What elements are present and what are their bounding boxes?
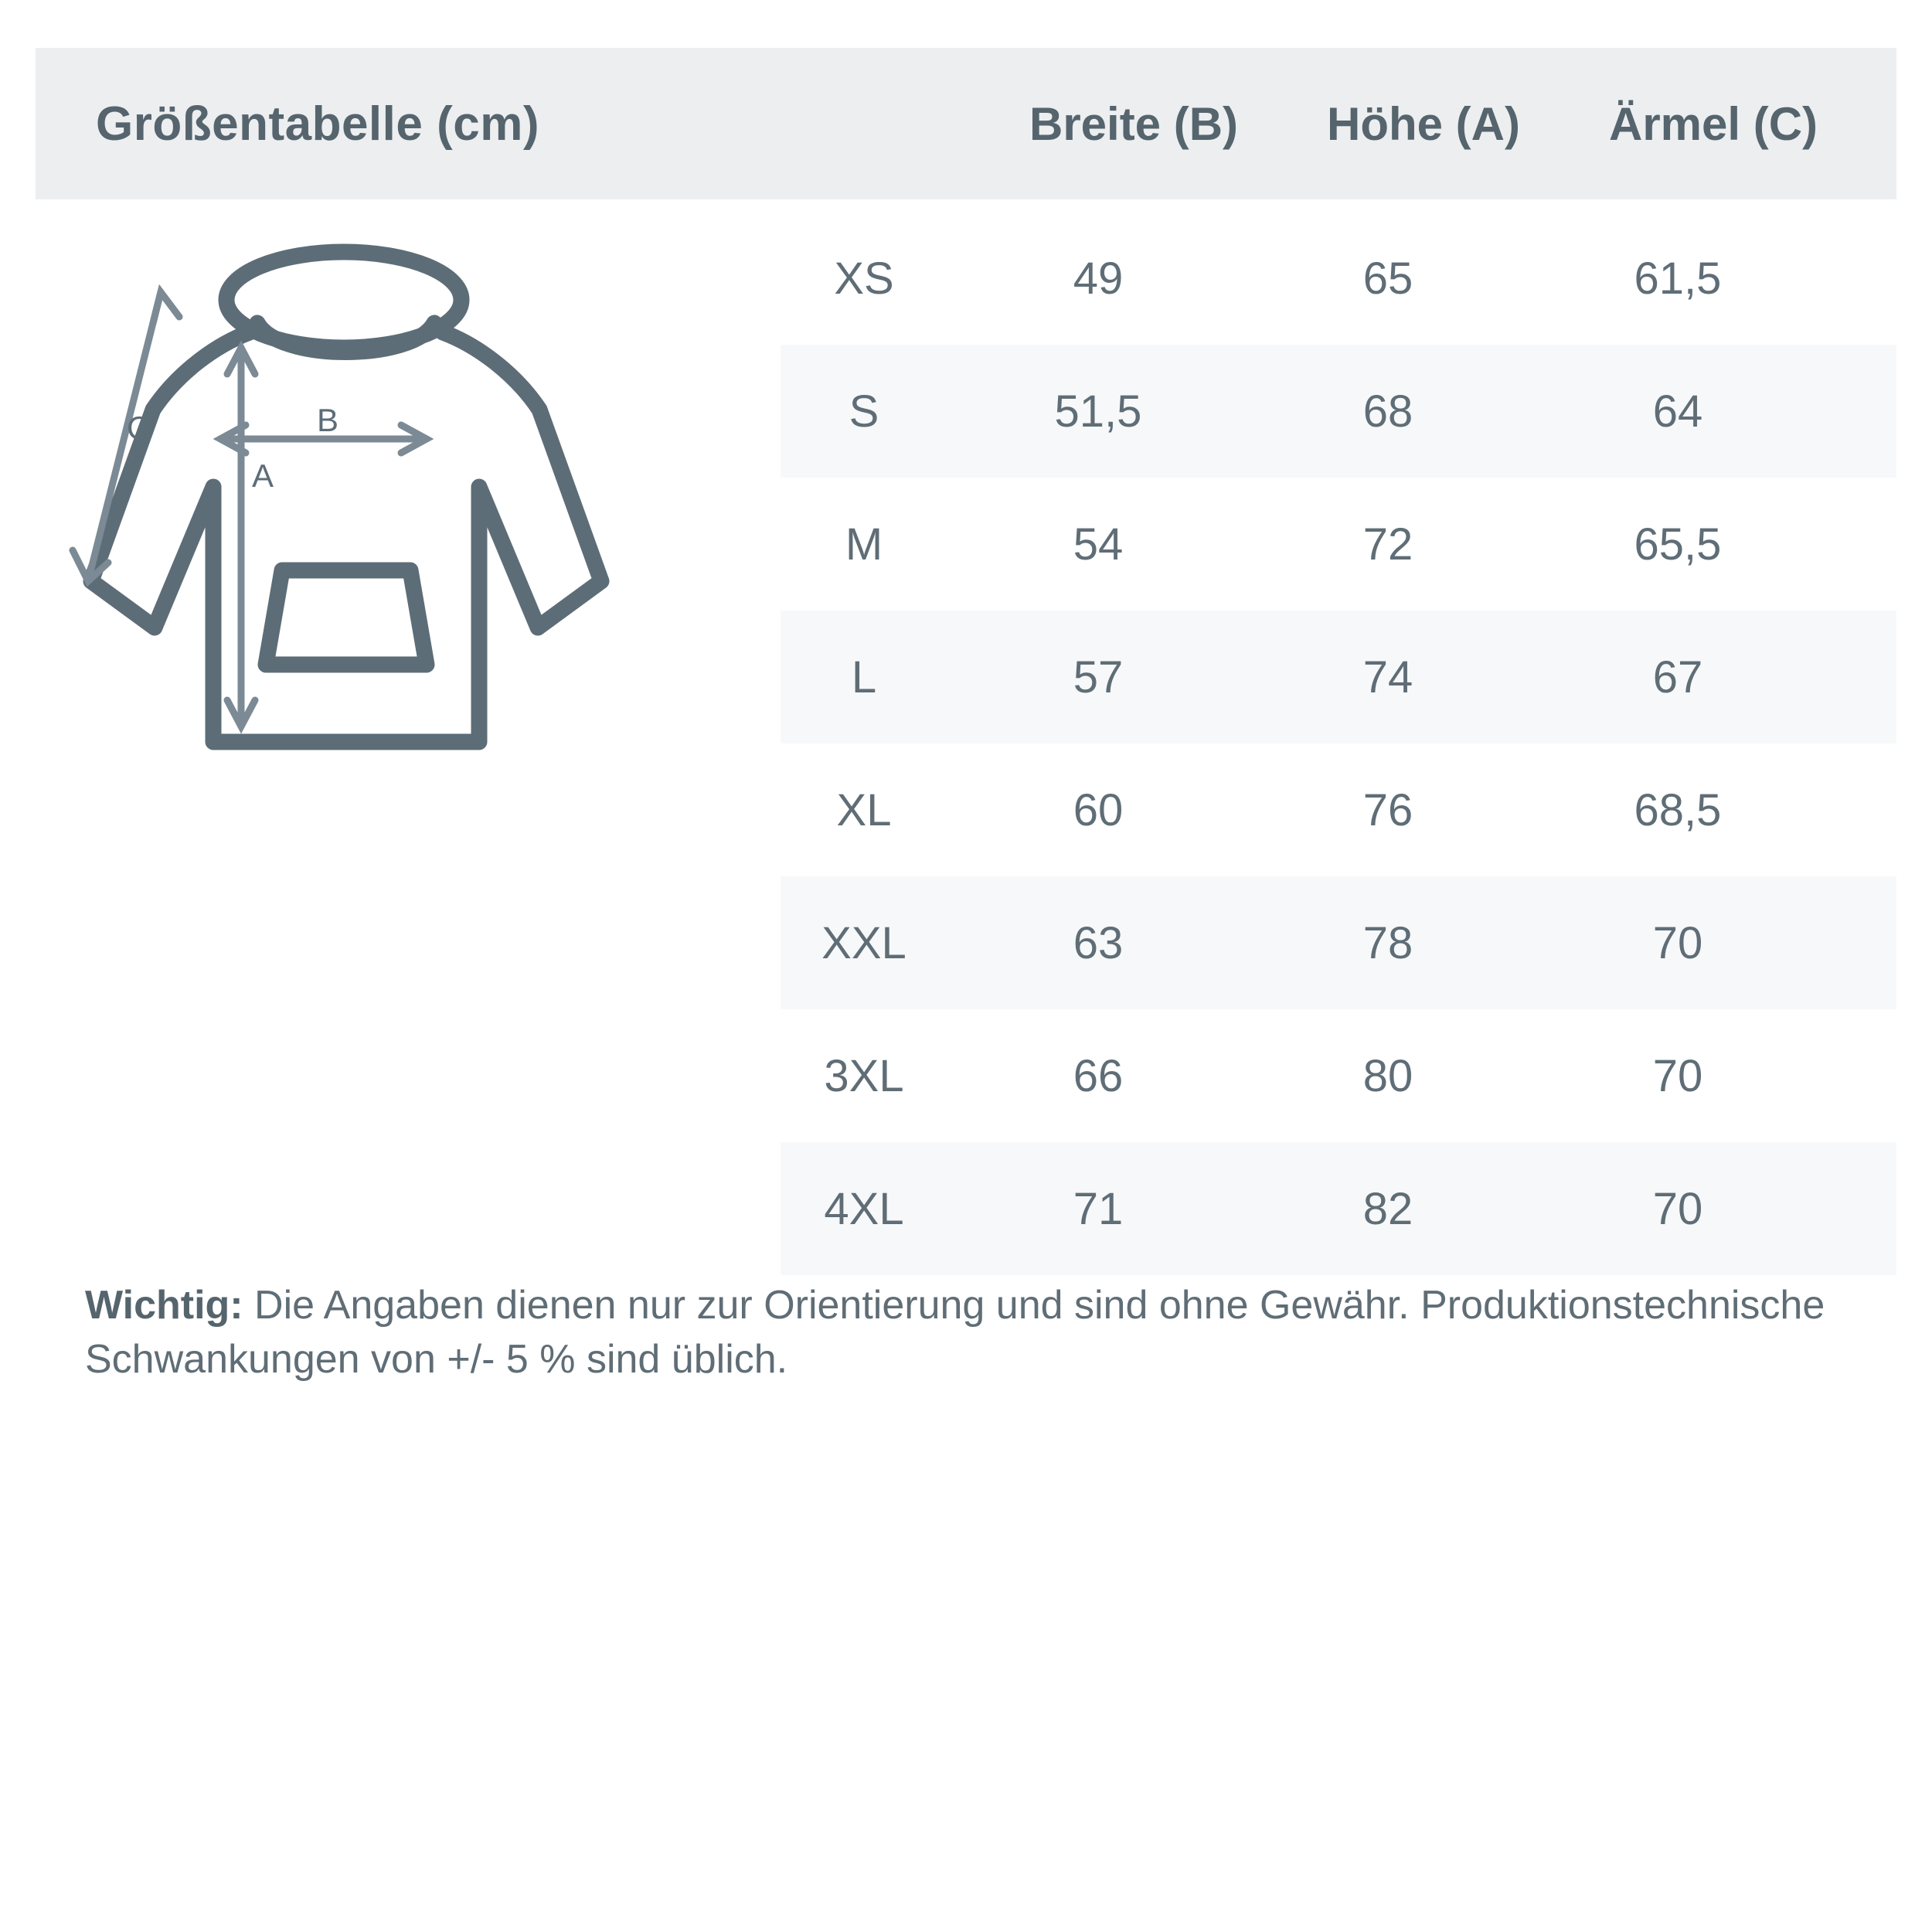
- cell-aermel: 65,5: [1634, 519, 1722, 570]
- cell-breite: 57: [1073, 651, 1124, 702]
- cell-aermel: 67: [1652, 651, 1703, 702]
- cell-hoehe: 76: [1362, 784, 1413, 835]
- cell-aermel: 70: [1652, 1050, 1703, 1101]
- cell-hoehe: 65: [1362, 253, 1413, 304]
- column-header-breite: Breite (B): [1029, 97, 1239, 150]
- label-width: B: [317, 402, 339, 438]
- column-header-hoehe: Höhe (A): [1327, 97, 1520, 150]
- table-row: [781, 876, 1896, 1009]
- column-headers: [816, 48, 1932, 199]
- cell-aermel: 61,5: [1634, 253, 1722, 304]
- cell-breite: 71: [1073, 1183, 1124, 1234]
- disclaimer-text: Die Angaben dienen nur zur Orientierung und sind ohne Gewähr. Produktionstechnische Schwankungen von +/- 5 % sind üblich.: [85, 1283, 1825, 1382]
- size-table: [781, 212, 1896, 1275]
- table-row: [781, 1142, 1896, 1275]
- cell-aermel: 68,5: [1634, 784, 1722, 835]
- disclaimer-note: [85, 1279, 1878, 1386]
- cell-size: S: [849, 386, 879, 437]
- cell-size: XS: [834, 253, 894, 304]
- table-row: [781, 345, 1896, 478]
- table-row: [781, 212, 1896, 345]
- cell-hoehe: 78: [1362, 917, 1413, 968]
- cell-breite: 63: [1073, 917, 1124, 968]
- cell-breite: 54: [1073, 519, 1124, 570]
- cell-hoehe: 68: [1362, 386, 1413, 437]
- cell-size: XXL: [821, 917, 906, 968]
- page-title: Größentabelle (cm): [96, 97, 539, 151]
- cell-breite: 60: [1073, 784, 1124, 835]
- cell-size: M: [845, 519, 883, 570]
- disclaimer-label: Wichtig:: [85, 1283, 243, 1328]
- cell-size: L: [851, 651, 877, 702]
- cell-size: XL: [836, 784, 892, 835]
- cell-breite: 66: [1073, 1050, 1124, 1101]
- cell-breite: 49: [1073, 253, 1124, 304]
- cell-size: 3XL: [824, 1050, 904, 1101]
- hoodie-diagram: [62, 232, 757, 858]
- table-header-band: [36, 48, 1896, 199]
- cell-breite: 51,5: [1054, 386, 1142, 437]
- cell-size: 4XL: [824, 1183, 904, 1234]
- column-header-aermel: Ärmel (C): [1608, 97, 1818, 150]
- cell-hoehe: 74: [1362, 651, 1413, 702]
- cell-aermel: 70: [1652, 917, 1703, 968]
- cell-aermel: 70: [1652, 1183, 1703, 1234]
- cell-hoehe: 80: [1362, 1050, 1413, 1101]
- cell-aermel: 64: [1652, 386, 1703, 437]
- cell-hoehe: 72: [1362, 519, 1413, 570]
- cell-hoehe: 82: [1362, 1183, 1413, 1234]
- label-height: A: [252, 457, 274, 494]
- table-row: [781, 611, 1896, 743]
- label-sleeve: C: [127, 410, 151, 446]
- table-row: [781, 1009, 1896, 1142]
- table-row: [781, 478, 1896, 611]
- table-row: [781, 743, 1896, 876]
